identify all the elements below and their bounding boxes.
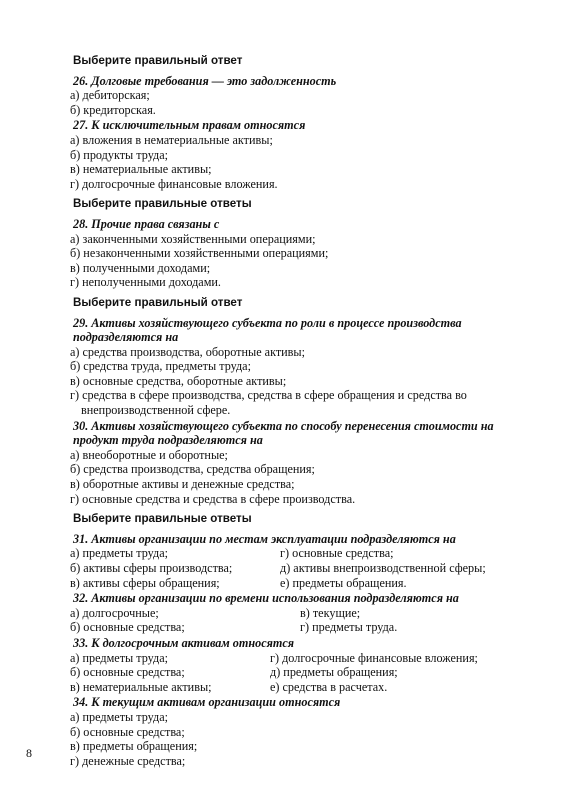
answer-option: а) предметы труда;: [70, 709, 168, 724]
page-number: 8: [26, 746, 32, 760]
question-title: 27. К исключительным правам относятся: [73, 118, 306, 133]
answer-option: а) внеоборотные и оборотные;: [70, 447, 228, 462]
answer-option: б) кредиторская.: [70, 102, 156, 117]
answer-option: г) неполученными доходами.: [70, 275, 221, 290]
question-26: [70, 74, 525, 118]
answer-option: а) предметы труда;: [70, 650, 168, 665]
question-title: 34. К текущим активам организации относятся: [73, 695, 341, 710]
question-29: [70, 316, 525, 418]
answer-option: г) основные средства;: [280, 546, 394, 561]
answer-option: в) основные средства, оборотные активы;: [70, 373, 287, 388]
answer-option: г) средства в сфере производства, средства в сфере обращения и средства во внепроизводственной сфере.: [70, 388, 467, 418]
answer-option: а) законченными хозяйственными операциями;: [70, 231, 316, 246]
question-title: 31. Активы организации по местам эксплуатации подразделяются на: [73, 531, 456, 546]
answer-option: а) средства производства, оборотные активы;: [70, 344, 306, 359]
answer-grid: [70, 606, 525, 635]
question-title: 28. Прочие права связаны с: [73, 216, 220, 231]
answer-option: а) дебиторская;: [70, 88, 150, 103]
answer-grid: [70, 651, 525, 695]
answer-option: г) долгосрочные финансовые вложения.: [70, 176, 278, 191]
question-title: 26. Долговые требования — это задолженность: [73, 73, 337, 88]
answer-option: д) активы внепроизводственной сферы;: [280, 561, 486, 575]
answer-option: б) продукты труда;: [70, 147, 169, 162]
question-30: [70, 419, 525, 507]
section-heading: Выберите правильные ответы: [73, 197, 252, 211]
section-heading: Выберите правильные ответы: [73, 512, 252, 526]
answer-option: а) вложения в нематериальные активы;: [70, 132, 273, 147]
question-31: [70, 532, 525, 590]
answer-option: г) предметы труда.: [300, 620, 398, 635]
answer-option: б) средства производства, средства обращения;: [70, 462, 315, 477]
section-heading: Выберите правильный ответ: [73, 295, 243, 309]
answer-option: б) средства труда, предметы труда;: [70, 359, 251, 374]
question-33: [70, 636, 525, 694]
question-title: 30. Активы хозяйствующего субъекта по способу перенесения стоимости на продукт труда подразделяются на: [73, 418, 494, 448]
answer-option: б) основные средства;: [70, 724, 185, 739]
question-title: 33. К долгосрочным активам относятся: [73, 635, 295, 650]
answer-option: б) основные средства;: [70, 620, 185, 635]
answer-option: д) предметы обращения;: [270, 665, 398, 680]
answer-option: б) незаконченными хозяйственными операциями;: [70, 246, 329, 261]
question-27: [70, 118, 525, 191]
question-32: [70, 591, 525, 635]
answer-option: б) активы сферы производства;: [70, 561, 233, 575]
answer-option: е) предметы обращения.: [280, 575, 407, 590]
answer-option: а) долгосрочные;: [70, 605, 159, 620]
answer-option: в) нематериальные активы;: [70, 679, 212, 694]
answer-option: г) денежные средства;: [70, 753, 186, 768]
answer-option: в) нематериальные активы;: [70, 162, 212, 177]
answer-option: е) средства в расчетах.: [270, 679, 388, 694]
answer-option: г) долгосрочные финансовые вложения;: [270, 650, 478, 665]
answer-option: г) основные средства и средства в сфере производства.: [70, 491, 356, 506]
answer-option: а) предметы труда;: [70, 546, 168, 561]
section-heading: Выберите правильный ответ: [73, 54, 243, 67]
question-28: [70, 217, 525, 290]
answer-option: в) оборотные активы и денежные средства;: [70, 477, 295, 492]
answer-grid: [70, 546, 525, 590]
answer-option: в) текущие;: [300, 605, 361, 620]
question-34: [70, 695, 525, 768]
answer-option: б) основные средства;: [70, 665, 185, 680]
question-title: 32. Активы организации по времени использования подразделяются на: [73, 591, 459, 606]
answer-option: в) предметы обращения;: [70, 739, 198, 754]
answer-option: в) полученными доходами;: [70, 260, 211, 275]
question-title: 29. Активы хозяйствующего субъекта по роли в процессе производства подразделяются на: [73, 315, 462, 345]
answer-option: в) активы сферы обращения;: [70, 575, 220, 590]
